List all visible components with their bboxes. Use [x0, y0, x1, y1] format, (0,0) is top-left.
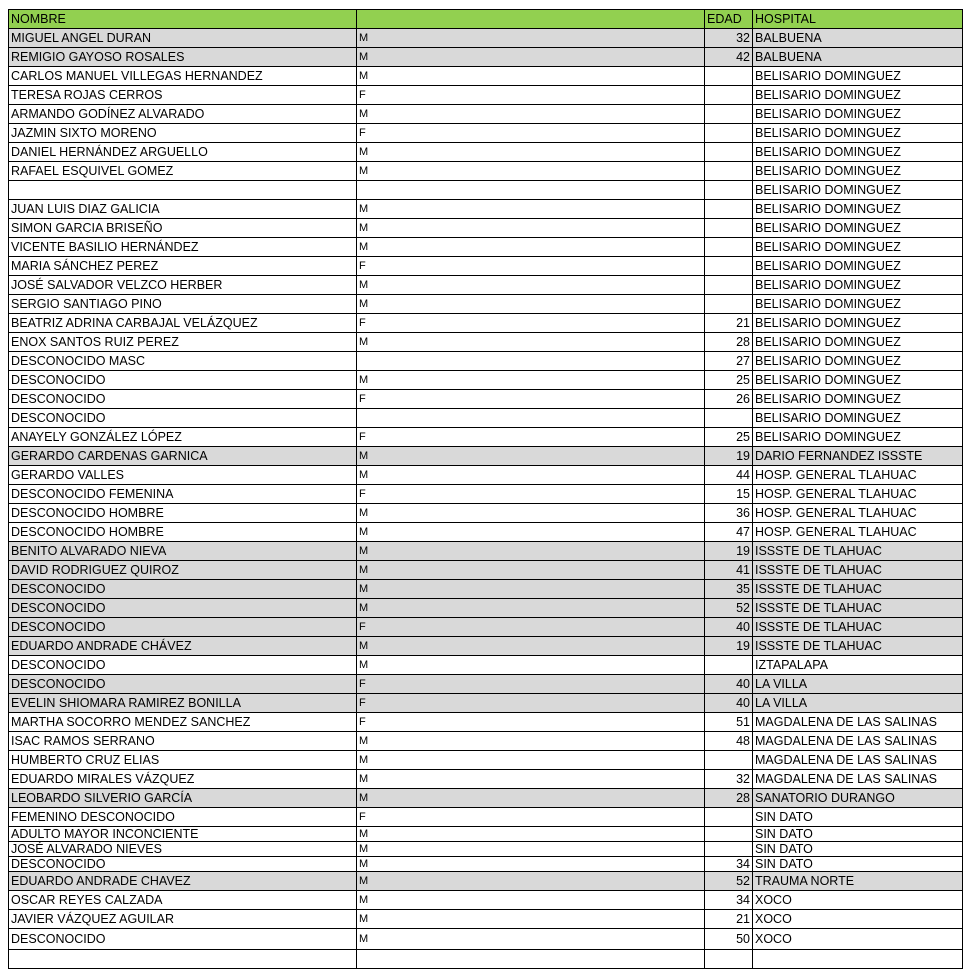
cell-hospital: BELISARIO DOMINGUEZ: [753, 143, 963, 162]
cell-sexo: M: [357, 371, 705, 390]
cell-hospital: BELISARIO DOMINGUEZ: [753, 428, 963, 447]
cell-sexo: M: [357, 842, 705, 857]
cell-nombre: ISAC RAMOS SERRANO: [9, 732, 357, 751]
cell-hospital: TRAUMA NORTE: [753, 872, 963, 891]
cell-edad: 28: [705, 789, 753, 808]
cell-sexo: [357, 352, 705, 371]
table-row: [9, 637, 963, 656]
table-row: [9, 143, 963, 162]
cell-edad: [705, 751, 753, 770]
cell-sexo: M: [357, 295, 705, 314]
cell-edad: 21: [705, 910, 753, 929]
cell-sexo: M: [357, 67, 705, 86]
cell-edad: 15: [705, 485, 753, 504]
table-row: [9, 352, 963, 371]
cell-sexo: M: [357, 751, 705, 770]
cell-sexo: M: [357, 48, 705, 67]
cell-sexo: F: [357, 314, 705, 333]
cell-edad: 44: [705, 466, 753, 485]
table-row: [9, 694, 963, 713]
cell-hospital: BELISARIO DOMINGUEZ: [753, 105, 963, 124]
table-row: [9, 181, 963, 200]
table-row: [9, 929, 963, 950]
cell-nombre: ANAYELY GONZÁLEZ LÓPEZ: [9, 428, 357, 447]
cell-nombre: DESCONOCIDO: [9, 371, 357, 390]
table-row: [9, 599, 963, 618]
cell-hospital: BALBUENA: [753, 29, 963, 48]
cell-edad: [705, 808, 753, 827]
table-row: [9, 618, 963, 637]
cell-edad: [705, 842, 753, 857]
cell-nombre: GERARDO VALLES: [9, 466, 357, 485]
table-row: [9, 827, 963, 842]
cell-hospital: BELISARIO DOMINGUEZ: [753, 257, 963, 276]
cell-edad: 40: [705, 675, 753, 694]
table-row: [9, 48, 963, 67]
cell-sexo: M: [357, 827, 705, 842]
cell-hospital: XOCO: [753, 910, 963, 929]
cell-nombre: EVELIN SHIOMARA RAMIREZ BONILLA: [9, 694, 357, 713]
cell-nombre: DAVID RODRIGUEZ QUIROZ: [9, 561, 357, 580]
cell-edad: 41: [705, 561, 753, 580]
cell-hospital: BELISARIO DOMINGUEZ: [753, 352, 963, 371]
cell-hospital: SIN DATO: [753, 808, 963, 827]
cell-hospital: BELISARIO DOMINGUEZ: [753, 390, 963, 409]
cell-sexo: M: [357, 770, 705, 789]
cell-hospital: BELISARIO DOMINGUEZ: [753, 371, 963, 390]
cell-nombre: [9, 950, 357, 969]
cell-nombre: REMIGIO GAYOSO ROSALES: [9, 48, 357, 67]
table-row: [9, 276, 963, 295]
cell-hospital: BELISARIO DOMINGUEZ: [753, 162, 963, 181]
cell-sexo: M: [357, 891, 705, 910]
cell-hospital: BELISARIO DOMINGUEZ: [753, 276, 963, 295]
header-nombre: NOMBRE: [9, 10, 357, 29]
table-row: [9, 789, 963, 808]
cell-hospital: [753, 950, 963, 969]
table-row: [9, 295, 963, 314]
cell-hospital: BELISARIO DOMINGUEZ: [753, 314, 963, 333]
cell-hospital: HOSP. GENERAL TLAHUAC: [753, 523, 963, 542]
cell-edad: [705, 219, 753, 238]
cell-sexo: M: [357, 656, 705, 675]
cell-edad: [705, 656, 753, 675]
cell-edad: 27: [705, 352, 753, 371]
cell-hospital: MAGDALENA DE LAS SALINAS: [753, 732, 963, 751]
cell-sexo: M: [357, 599, 705, 618]
cell-hospital: ISSSTE DE TLAHUAC: [753, 561, 963, 580]
cell-sexo: F: [357, 808, 705, 827]
table-row: [9, 732, 963, 751]
table-row: [9, 162, 963, 181]
victims-table: [8, 9, 963, 969]
cell-sexo: M: [357, 200, 705, 219]
cell-edad: [705, 238, 753, 257]
table-row: [9, 950, 963, 969]
cell-edad: 52: [705, 872, 753, 891]
cell-hospital: ISSSTE DE TLAHUAC: [753, 599, 963, 618]
table-row: [9, 808, 963, 827]
cell-nombre: VICENTE BASILIO HERNÁNDEZ: [9, 238, 357, 257]
cell-sexo: M: [357, 561, 705, 580]
cell-nombre: DESCONOCIDO: [9, 390, 357, 409]
cell-hospital: BALBUENA: [753, 48, 963, 67]
cell-hospital: SIN DATO: [753, 827, 963, 842]
cell-sexo: M: [357, 276, 705, 295]
cell-hospital: BELISARIO DOMINGUEZ: [753, 86, 963, 105]
table-row: [9, 257, 963, 276]
cell-sexo: [357, 181, 705, 200]
cell-sexo: M: [357, 143, 705, 162]
table-row: [9, 447, 963, 466]
cell-edad: [705, 295, 753, 314]
cell-hospital: BELISARIO DOMINGUEZ: [753, 181, 963, 200]
cell-sexo: M: [357, 219, 705, 238]
cell-sexo: M: [357, 857, 705, 872]
cell-hospital: BELISARIO DOMINGUEZ: [753, 238, 963, 257]
cell-hospital: HOSP. GENERAL TLAHUAC: [753, 485, 963, 504]
cell-hospital: IZTAPALAPA: [753, 656, 963, 675]
cell-hospital: SANATORIO DURANGO: [753, 789, 963, 808]
cell-edad: [705, 162, 753, 181]
cell-edad: 36: [705, 504, 753, 523]
table-row: [9, 580, 963, 599]
cell-sexo: M: [357, 929, 705, 950]
table-row: [9, 542, 963, 561]
cell-sexo: M: [357, 105, 705, 124]
cell-edad: [705, 67, 753, 86]
table-row: [9, 67, 963, 86]
table-row: [9, 656, 963, 675]
table-row: [9, 466, 963, 485]
cell-sexo: M: [357, 732, 705, 751]
table-row: [9, 910, 963, 929]
cell-nombre: LEOBARDO SILVERIO GARCÍA: [9, 789, 357, 808]
cell-edad: 34: [705, 891, 753, 910]
cell-hospital: SIN DATO: [753, 857, 963, 872]
table-row: [9, 238, 963, 257]
cell-sexo: M: [357, 910, 705, 929]
cell-sexo: F: [357, 675, 705, 694]
header-hospital: HOSPITAL: [753, 10, 963, 29]
cell-hospital: ISSSTE DE TLAHUAC: [753, 618, 963, 637]
cell-edad: 32: [705, 29, 753, 48]
cell-sexo: F: [357, 428, 705, 447]
cell-nombre: DANIEL HERNÁNDEZ ARGUELLO: [9, 143, 357, 162]
cell-sexo: F: [357, 485, 705, 504]
cell-edad: 50: [705, 929, 753, 950]
cell-hospital: MAGDALENA DE LAS SALINAS: [753, 770, 963, 789]
cell-sexo: F: [357, 86, 705, 105]
cell-edad: 47: [705, 523, 753, 542]
cell-sexo: M: [357, 504, 705, 523]
cell-nombre: JOSÉ ALVARADO NIEVES: [9, 842, 357, 857]
cell-hospital: LA VILLA: [753, 675, 963, 694]
cell-nombre: CARLOS MANUEL VILLEGAS HERNANDEZ: [9, 67, 357, 86]
cell-edad: 40: [705, 618, 753, 637]
cell-hospital: BELISARIO DOMINGUEZ: [753, 124, 963, 143]
header-edad: EDAD: [705, 10, 753, 29]
cell-nombre: MARIA SÁNCHEZ PEREZ: [9, 257, 357, 276]
cell-hospital: XOCO: [753, 929, 963, 950]
cell-nombre: MIGUEL ANGEL DURAN: [9, 29, 357, 48]
cell-nombre: GERARDO CARDENAS GARNICA: [9, 447, 357, 466]
cell-sexo: M: [357, 637, 705, 656]
cell-sexo: M: [357, 162, 705, 181]
cell-nombre: DESCONOCIDO: [9, 675, 357, 694]
cell-hospital: HOSP. GENERAL TLAHUAC: [753, 466, 963, 485]
cell-nombre: FEMENINO DESCONOCIDO: [9, 808, 357, 827]
cell-hospital: SIN DATO: [753, 842, 963, 857]
table-row: [9, 86, 963, 105]
cell-edad: 25: [705, 371, 753, 390]
cell-nombre: EDUARDO ANDRADE CHÁVEZ: [9, 637, 357, 656]
cell-nombre: BEATRIZ ADRINA CARBAJAL VELÁZQUEZ: [9, 314, 357, 333]
cell-hospital: BELISARIO DOMINGUEZ: [753, 333, 963, 352]
table-row: [9, 333, 963, 352]
cell-edad: 21: [705, 314, 753, 333]
table-row: [9, 105, 963, 124]
cell-sexo: F: [357, 257, 705, 276]
cell-nombre: EDUARDO MIRALES VÁZQUEZ: [9, 770, 357, 789]
cell-hospital: DARIO FERNANDEZ ISSSTE: [753, 447, 963, 466]
cell-sexo: M: [357, 872, 705, 891]
cell-edad: 28: [705, 333, 753, 352]
table-row: [9, 409, 963, 428]
cell-sexo: M: [357, 580, 705, 599]
table-row: [9, 390, 963, 409]
cell-edad: 32: [705, 770, 753, 789]
table-row: [9, 751, 963, 770]
cell-edad: [705, 124, 753, 143]
cell-nombre: ADULTO MAYOR INCONCIENTE: [9, 827, 357, 842]
cell-hospital: ISSSTE DE TLAHUAC: [753, 637, 963, 656]
cell-edad: [705, 827, 753, 842]
table-row: [9, 124, 963, 143]
cell-sexo: [357, 950, 705, 969]
table-row: [9, 842, 963, 857]
cell-hospital: BELISARIO DOMINGUEZ: [753, 219, 963, 238]
cell-sexo: M: [357, 333, 705, 352]
cell-nombre: JOSÉ SALVADOR VELZCO HERBER: [9, 276, 357, 295]
cell-nombre: DESCONOCIDO: [9, 618, 357, 637]
cell-nombre: JAVIER VÁZQUEZ AGUILAR: [9, 910, 357, 929]
cell-nombre: ARMANDO GODÍNEZ ALVARADO: [9, 105, 357, 124]
cell-sexo: M: [357, 29, 705, 48]
table-row: [9, 371, 963, 390]
cell-edad: 26: [705, 390, 753, 409]
cell-edad: 48: [705, 732, 753, 751]
cell-hospital: BELISARIO DOMINGUEZ: [753, 409, 963, 428]
cell-nombre: JUAN LUIS DIAZ GALICIA: [9, 200, 357, 219]
table-row: [9, 891, 963, 910]
table-row: [9, 200, 963, 219]
cell-sexo: F: [357, 713, 705, 732]
cell-edad: 52: [705, 599, 753, 618]
cell-sexo: M: [357, 523, 705, 542]
table-row: [9, 872, 963, 891]
cell-nombre: DESCONOCIDO: [9, 656, 357, 675]
cell-nombre: DESCONOCIDO: [9, 580, 357, 599]
cell-edad: [705, 143, 753, 162]
cell-sexo: F: [357, 390, 705, 409]
table-row: [9, 561, 963, 580]
cell-nombre: JAZMIN SIXTO MORENO: [9, 124, 357, 143]
cell-sexo: M: [357, 238, 705, 257]
cell-edad: 19: [705, 637, 753, 656]
cell-nombre: HUMBERTO CRUZ ELIAS: [9, 751, 357, 770]
cell-nombre: MARTHA SOCORRO MENDEZ SANCHEZ: [9, 713, 357, 732]
cell-hospital: MAGDALENA DE LAS SALINAS: [753, 751, 963, 770]
cell-hospital: BELISARIO DOMINGUEZ: [753, 67, 963, 86]
cell-nombre: RAFAEL ESQUIVEL GOMEZ: [9, 162, 357, 181]
cell-nombre: ENOX SANTOS RUIZ PEREZ: [9, 333, 357, 352]
cell-edad: 35: [705, 580, 753, 599]
cell-edad: [705, 181, 753, 200]
cell-nombre: [9, 181, 357, 200]
cell-edad: 19: [705, 542, 753, 561]
cell-nombre: DESCONOCIDO: [9, 857, 357, 872]
table-row: [9, 219, 963, 238]
cell-edad: [705, 257, 753, 276]
cell-sexo: M: [357, 447, 705, 466]
cell-edad: [705, 200, 753, 219]
cell-hospital: ISSSTE DE TLAHUAC: [753, 542, 963, 561]
cell-sexo: F: [357, 618, 705, 637]
cell-nombre: DESCONOCIDO: [9, 929, 357, 950]
cell-nombre: DESCONOCIDO MASC: [9, 352, 357, 371]
table-row: [9, 523, 963, 542]
cell-edad: [705, 950, 753, 969]
table-row: [9, 314, 963, 333]
table-row: [9, 675, 963, 694]
cell-sexo: F: [357, 124, 705, 143]
cell-sexo: F: [357, 694, 705, 713]
cell-edad: 40: [705, 694, 753, 713]
header-sexo: [357, 10, 705, 29]
cell-hospital: ISSSTE DE TLAHUAC: [753, 580, 963, 599]
header-row: [9, 10, 963, 29]
cell-edad: [705, 105, 753, 124]
cell-nombre: DESCONOCIDO: [9, 409, 357, 428]
cell-nombre: DESCONOCIDO FEMENINA: [9, 485, 357, 504]
table-row: [9, 713, 963, 732]
table-row: [9, 770, 963, 789]
cell-hospital: HOSP. GENERAL TLAHUAC: [753, 504, 963, 523]
cell-nombre: OSCAR REYES CALZADA: [9, 891, 357, 910]
cell-edad: [705, 409, 753, 428]
cell-edad: 51: [705, 713, 753, 732]
cell-sexo: M: [357, 542, 705, 561]
cell-nombre: DESCONOCIDO HOMBRE: [9, 504, 357, 523]
cell-nombre: SERGIO SANTIAGO PINO: [9, 295, 357, 314]
cell-nombre: DESCONOCIDO: [9, 599, 357, 618]
cell-hospital: BELISARIO DOMINGUEZ: [753, 295, 963, 314]
table-row: [9, 857, 963, 872]
table-row: [9, 504, 963, 523]
cell-hospital: MAGDALENA DE LAS SALINAS: [753, 713, 963, 732]
cell-edad: 34: [705, 857, 753, 872]
cell-sexo: M: [357, 466, 705, 485]
cell-nombre: DESCONOCIDO HOMBRE: [9, 523, 357, 542]
cell-edad: 25: [705, 428, 753, 447]
cell-nombre: EDUARDO ANDRADE CHAVEZ: [9, 872, 357, 891]
table-row: [9, 485, 963, 504]
cell-edad: [705, 86, 753, 105]
cell-hospital: BELISARIO DOMINGUEZ: [753, 200, 963, 219]
cell-sexo: M: [357, 789, 705, 808]
cell-sexo: [357, 409, 705, 428]
cell-nombre: SIMON GARCIA BRISEÑO: [9, 219, 357, 238]
cell-edad: [705, 276, 753, 295]
cell-nombre: BENITO ALVARADO NIEVA: [9, 542, 357, 561]
cell-hospital: XOCO: [753, 891, 963, 910]
table-row: [9, 29, 963, 48]
cell-edad: 42: [705, 48, 753, 67]
cell-edad: 19: [705, 447, 753, 466]
table-row: [9, 428, 963, 447]
cell-nombre: TERESA ROJAS CERROS: [9, 86, 357, 105]
cell-hospital: LA VILLA: [753, 694, 963, 713]
